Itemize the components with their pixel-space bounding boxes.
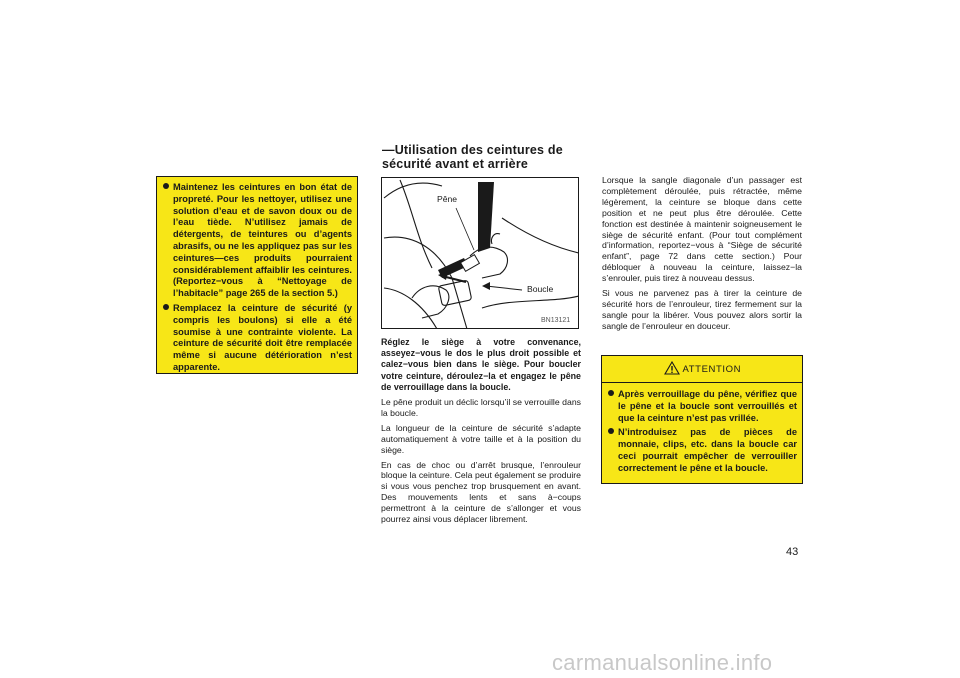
paragraph: La longueur de la ceinture de sécurité s’adapte automatiquement à votre taille et à la position du siège. <box>381 422 581 455</box>
bullet-icon <box>163 183 169 189</box>
page-number: 43 <box>786 546 799 558</box>
attention-header <box>608 361 797 380</box>
warning-text: Maintenez les ceintures en bon état de propreté. Pour les nettoyer, utilisez une solution d’eau et de savon doux ou de l’eau tiède. N’utilisez jamais de détergents, de teintures ou d’agents abrasifs, ou ne les appliquez pas sur les ceintures—ces produits pourraient considérablement affaiblir les ceintures. (Reportez−vous à “Nettoyage de l’habitacle” page 265 de la section 5.) <box>173 182 352 299</box>
seatbelt-illustration <box>381 177 579 329</box>
middle-column <box>381 337 581 529</box>
label-boucle: Boucle <box>527 284 554 294</box>
care-warning-box <box>156 176 358 374</box>
figure-code: BN13121 <box>541 317 571 324</box>
section-title-line1: —Utilisation des ceintures de <box>382 143 563 157</box>
attention-box <box>601 355 803 484</box>
warning-triangle-icon <box>664 361 680 375</box>
label-pene: Pêne <box>437 194 458 204</box>
bullet-icon <box>608 390 614 396</box>
right-column <box>602 175 802 336</box>
attention-item <box>608 389 797 424</box>
warning-text: Remplacez la ceinture de sécurité (y compris les boulons) si elle a été soumise à une contrainte violente. La ceinture de sécurité doit être remplacée même si aucune détérioration n’est apparente. <box>173 302 352 372</box>
bullet-icon <box>163 304 169 310</box>
paragraph: Lorsque la sangle diagonale d’un passager est complètement déroulée, puis rétractée, même légèrement, la ceinture se bloque dans cette position et ne peut plus être déroulée. Cette fonction est destinée à maintenir soigneusement le siège de sécurité enfant. (Pour tout complément d’information, reportez−vous à “Siège de sécurité enfant”, page 72 dans cette section.) Pour débloquer à nouveau la ceinture, laissez−la s’enrouler, puis tirez à nouveau dessus. <box>602 175 802 284</box>
paragraph: Si vous ne parvenez pas à tirer la ceinture de sécurité hors de l’enrouleur, tirez fermement sur la sangle pour la libérer. Vous pouvez alors sortir la sangle de l’enrouleur en douceur. <box>602 288 802 331</box>
section-title <box>382 144 602 171</box>
bullet-icon <box>608 428 614 434</box>
watermark: carmanualsonline.info <box>552 650 773 675</box>
seatbelt-drawing <box>382 178 579 329</box>
attention-item <box>608 427 797 474</box>
attention-title: ATTENTION <box>682 364 742 375</box>
warning-item <box>163 303 352 374</box>
paragraph: Le pêne produit un déclic lorsqu’il se verrouille dans la boucle. <box>381 397 581 418</box>
warning-item <box>163 182 352 300</box>
instruction-paragraph: Réglez le siège à votre convenance, asseyez−vous le dos le plus droit possible et calez−vous bien dans le siège. Pour boucler votre ceinture, déroulez−la et engagez le pêne de verrouillage dans la boucle. <box>381 337 581 392</box>
paragraph: En cas de choc ou d’arrêt brusque, l’enrouleur bloque la ceinture. Cela peut également se produire si vous vous penchez trop brusquement en avant. Des mouvements lents et sans à−coups permettront à la ceinture de s’allonger et vous pourrez ainsi vous déplacer librement. <box>381 459 581 525</box>
attention-text: N’introduisez pas de pièces de monnaie, clips, etc. dans la boucle car ceci pourrait empêcher de verrouiller correctement le pêne et la boucle. <box>618 427 797 473</box>
attention-text: Après verrouillage du pêne, vérifiez que le pêne et la boucle sont verrouillés et que la ceinture n’est pas vrillée. <box>618 389 797 423</box>
section-title-line2: sécurité avant et arrière <box>382 156 529 171</box>
attention-divider <box>602 382 802 383</box>
